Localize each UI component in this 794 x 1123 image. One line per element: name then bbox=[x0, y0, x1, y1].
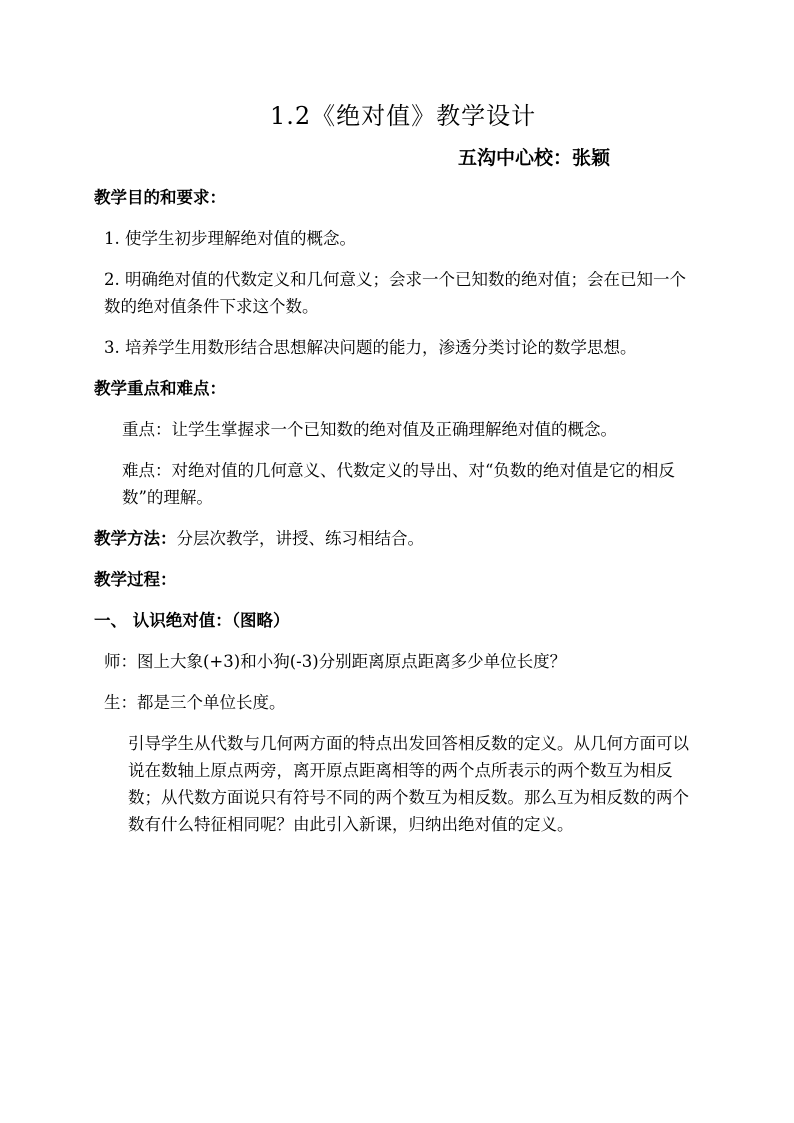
teacher-line: 师：图上大象(+3)和小狗(-3)分别距离原点距离多少单位长度？ bbox=[104, 652, 567, 671]
method-paragraph bbox=[94, 525, 700, 552]
guide-paragraph: 引导学生从代数与几何两方面的特点出发回答相反数的定义。从几何方面可以说在数轴上原点两旁，离开原点距离相等的两个点所表示的两个数互为相反数；从代数方面说只有符号不同的两个数互为相反数。那么互为相反数的两个数有什么特征相同呢？由此引入新课，归纳出绝对值的定义。 bbox=[128, 734, 689, 834]
method-text: 分层次教学，讲授、练习相结合。 bbox=[176, 529, 424, 548]
objective-item: 3. 培养学生用数形结合思想解决问题的能力，渗透分类讨论的数学思想。 bbox=[104, 338, 637, 357]
objective-item: 2. 明确绝对值的代数定义和几何意义；会求一个已知数的绝对值；会在已知一个数的绝对值条件下求这个数。 bbox=[104, 270, 686, 316]
method-label: 教学方法： bbox=[94, 529, 177, 548]
objectives-heading: 教学目的和要求： bbox=[94, 188, 226, 207]
document-body bbox=[94, 184, 700, 852]
keypoints-heading: 教学重点和难点： bbox=[94, 379, 226, 398]
document-title: 1.2《绝对值》教学设计 bbox=[270, 102, 537, 130]
section1-heading: 一、 认识绝对值：（图略） bbox=[94, 611, 290, 630]
student-line: 生：都是三个单位长度。 bbox=[104, 693, 286, 712]
difficulty-paragraph: 难点：对绝对值的几何意义、代数定义的导出、对“负数的绝对值是它的相反数”的理解。 bbox=[122, 461, 675, 507]
process-heading: 教学过程： bbox=[94, 570, 177, 589]
keypoint-paragraph: 重点：让学生掌握求一个已知数的绝对值及正确理解绝对值的概念。 bbox=[122, 420, 617, 439]
author-line: 五沟中心校：张颖 bbox=[458, 147, 611, 169]
objective-item: 1. 使学生初步理解绝对值的概念。 bbox=[104, 229, 356, 248]
